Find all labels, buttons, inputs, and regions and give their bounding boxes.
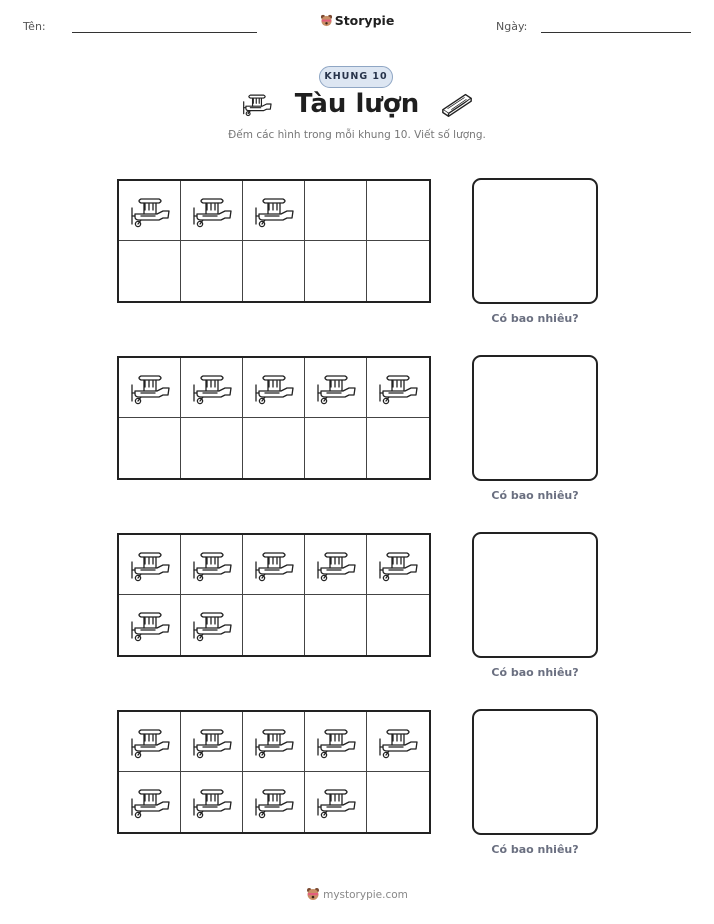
wooden-plank-icon <box>440 90 474 118</box>
answer-prompt-2: Có bao nhiêu? <box>491 489 579 502</box>
biplane-icon <box>127 548 173 582</box>
biplane-icon <box>189 548 235 582</box>
ten-frame-cell <box>181 181 243 241</box>
ten-frame-cell <box>119 418 181 478</box>
ten-frame-cell <box>119 772 181 832</box>
biplane-icon <box>375 371 421 405</box>
ten-frame-cell <box>181 772 243 832</box>
ten-frame-cell <box>367 181 429 241</box>
biplane-icon <box>127 194 173 228</box>
date-label: Ngày: <box>496 20 528 33</box>
answer-box-3[interactable] <box>472 532 598 658</box>
ten-frame-cell <box>243 358 305 418</box>
biplane-icon <box>313 785 359 819</box>
biplane-icon <box>313 371 359 405</box>
ten-frame-cell <box>119 712 181 772</box>
ten-frame-cell <box>367 358 429 418</box>
ten-frame-cell <box>367 535 429 595</box>
ten-frame-cell <box>243 772 305 832</box>
ten-frame-4 <box>117 710 431 834</box>
answer-prompt-1: Có bao nhiêu? <box>491 312 579 325</box>
ten-frame-cell <box>367 418 429 478</box>
biplane-icon <box>127 608 173 642</box>
biplane-icon <box>127 371 173 405</box>
ten-frame-cell <box>181 241 243 301</box>
ten-frame-cell <box>243 535 305 595</box>
ten-frame-cell <box>119 535 181 595</box>
answer-prompt-4: Có bao nhiêu? <box>491 843 579 856</box>
answer-box-4[interactable] <box>472 709 598 835</box>
page-title: Tàu lượn <box>294 88 420 119</box>
ten-frame-cell <box>243 418 305 478</box>
ten-frame-cell <box>367 595 429 655</box>
ten-frame-cell <box>181 712 243 772</box>
ten-frame-cell <box>367 241 429 301</box>
footer <box>0 887 714 901</box>
ten-frame-cell <box>367 772 429 832</box>
ten-frame-cell <box>243 595 305 655</box>
ten-frame-cell <box>243 241 305 301</box>
instructions: Đếm các hình trong mỗi khung 10. Viết số lượng. <box>228 129 486 141</box>
ten-frame-3 <box>117 533 431 657</box>
brand-name: Storypie <box>334 13 395 28</box>
biplane-icon <box>127 785 173 819</box>
storypie-logo-icon <box>306 887 320 901</box>
ten-frame-cell <box>243 181 305 241</box>
biplane-icon <box>127 725 173 759</box>
footer-url: mystorypie.com <box>323 889 408 901</box>
title-row <box>0 88 714 119</box>
ten-frame-cell <box>305 772 367 832</box>
biplane-icon <box>189 608 235 642</box>
biplane-icon <box>313 548 359 582</box>
ten-frame-cell <box>305 181 367 241</box>
name-line[interactable] <box>72 32 257 33</box>
biplane-icon <box>240 90 274 118</box>
biplane-icon <box>251 785 297 819</box>
biplane-icon <box>313 725 359 759</box>
ten-frame-cell <box>305 358 367 418</box>
biplane-icon <box>251 194 297 228</box>
worksheet-badge: KHUNG 10 <box>319 66 393 88</box>
biplane-icon <box>189 194 235 228</box>
answer-box-2[interactable] <box>472 355 598 481</box>
answer-prompt-3: Có bao nhiêu? <box>491 666 579 679</box>
brand-header <box>0 13 714 28</box>
biplane-icon <box>375 725 421 759</box>
ten-frame-1 <box>117 179 431 303</box>
ten-frame-cell <box>181 418 243 478</box>
ten-frame-cell <box>181 358 243 418</box>
ten-frame-cell <box>367 712 429 772</box>
ten-frame-cell <box>305 241 367 301</box>
biplane-icon <box>189 725 235 759</box>
ten-frame-cell <box>181 535 243 595</box>
ten-frame-cell <box>119 358 181 418</box>
biplane-icon <box>189 371 235 405</box>
ten-frame-cell <box>119 241 181 301</box>
biplane-icon <box>189 785 235 819</box>
storypie-logo-icon <box>320 14 333 27</box>
ten-frame-2 <box>117 356 431 480</box>
ten-frame-cell <box>181 595 243 655</box>
biplane-icon <box>251 371 297 405</box>
ten-frame-cell <box>305 418 367 478</box>
ten-frame-cell <box>119 595 181 655</box>
biplane-icon <box>251 725 297 759</box>
biplane-icon <box>251 548 297 582</box>
ten-frame-cell <box>119 181 181 241</box>
ten-frame-cell <box>305 712 367 772</box>
ten-frame-cell <box>305 535 367 595</box>
answer-box-1[interactable] <box>472 178 598 304</box>
biplane-icon <box>375 548 421 582</box>
name-label: Tên: <box>23 20 46 33</box>
ten-frame-cell <box>305 595 367 655</box>
ten-frame-cell <box>243 712 305 772</box>
date-line[interactable] <box>541 32 691 33</box>
